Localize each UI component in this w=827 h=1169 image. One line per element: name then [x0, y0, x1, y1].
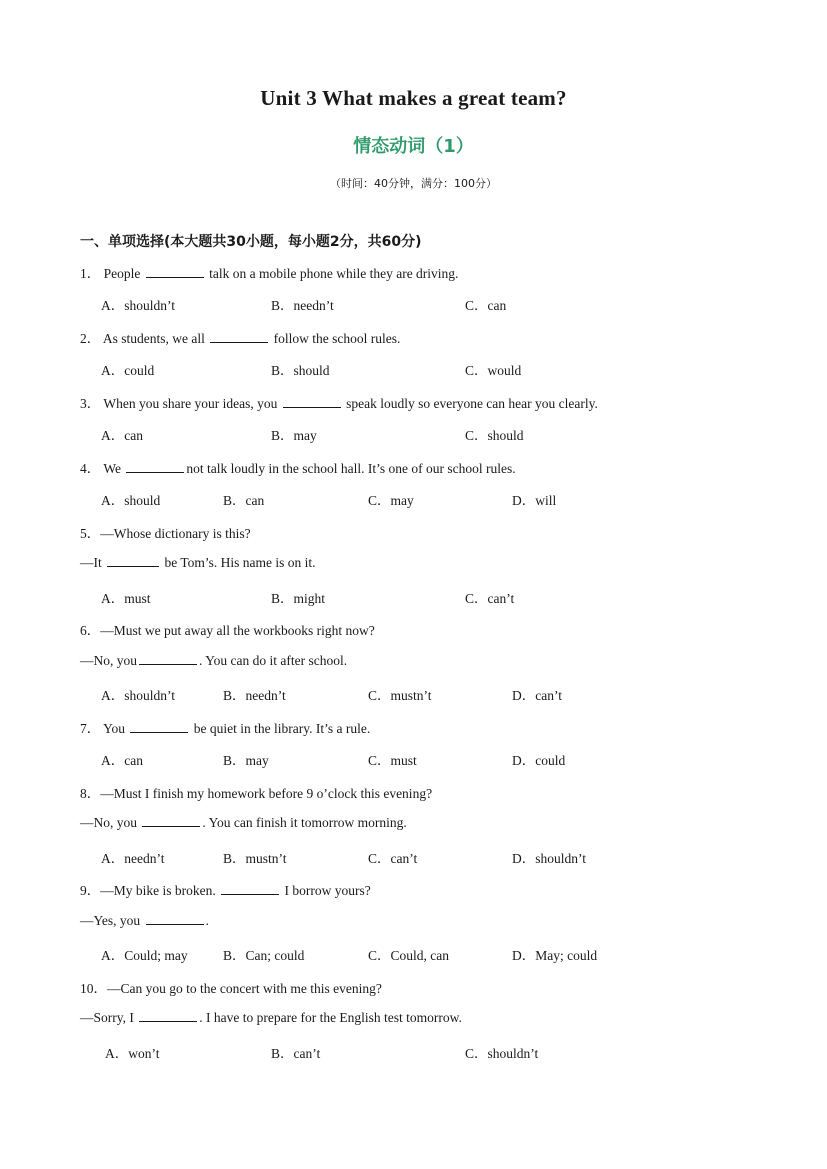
q9-option-a: A．Could; may: [101, 948, 188, 963]
q7-option-a: A．can: [101, 753, 143, 768]
q9-option-c: C．Could, can: [368, 948, 449, 963]
page-subtitle: 情态动词（1）: [353, 136, 474, 157]
q9-option-b: B．Can; could: [223, 948, 305, 963]
q3-option-b: B．may: [271, 428, 317, 443]
question-10-reply: —Sorry, I . I have to prepare for the English test tomorrow.: [80, 1010, 462, 1025]
q8-option-a: A．needn’t: [101, 851, 165, 866]
q4-option-d: D．will: [512, 493, 557, 508]
q6-option-b: B．needn’t: [223, 688, 286, 703]
question-9-reply: —Yes, you .: [80, 913, 209, 928]
question-9: 9．—My bike is broken. I borrow yours?: [80, 883, 371, 898]
q5-option-c: C．can’t: [465, 591, 515, 606]
question-10: 10．—Can you go to the concert with me this evening?: [80, 981, 382, 996]
q9-option-d: D．May; could: [512, 948, 598, 963]
question-5-reply: —It be Tom’s. His name is on it.: [80, 555, 316, 570]
q2-option-c: C．would: [465, 363, 522, 378]
q6-option-a: A．shouldn’t: [101, 688, 176, 703]
question-4: 4． We not talk loudly in the school hall. It’s one of our school rules.: [80, 461, 516, 476]
question-2: 2． As students, we all follow the school rules.: [80, 331, 401, 346]
question-8-reply: —No, you . You can finish it tomorrow morning.: [80, 815, 407, 830]
q6-option-c: C．mustn’t: [368, 688, 432, 703]
q6-option-d: D．can’t: [512, 688, 562, 703]
q10-option-a: A．won’t: [105, 1046, 160, 1061]
section-heading: 一、单项选择(本大题共30小题，每小题2分，共60分): [80, 234, 422, 250]
question-6: 6．—Must we put away all the workbooks right now?: [80, 623, 375, 638]
q4-option-b: B．can: [223, 493, 265, 508]
q1-option-c: C．can: [465, 298, 507, 313]
q7-option-d: D．could: [512, 753, 566, 768]
question-5: 5．—Whose dictionary is this?: [80, 526, 251, 541]
question-8: 8．—Must I finish my homework before 9 o’clock this evening?: [80, 786, 433, 801]
exam-meta: （时间：40分钟，满分：100分）: [330, 177, 497, 190]
q8-option-c: C．can’t: [368, 851, 418, 866]
q2-option-a: A．could: [101, 363, 155, 378]
q3-option-a: A．can: [101, 428, 143, 443]
page-title: Unit 3 What makes a great team?: [260, 86, 567, 110]
q10-option-c: C．shouldn’t: [465, 1046, 539, 1061]
question-3: 3． When you share your ideas, you speak loudly so everyone can hear you clearly.: [80, 396, 598, 411]
q5-option-a: A．must: [101, 591, 151, 606]
q7-option-b: B．may: [223, 753, 269, 768]
question-1: 1． People talk on a mobile phone while they are driving.: [80, 266, 459, 281]
q5-option-b: B．might: [271, 591, 326, 606]
q2-option-b: B．should: [271, 363, 330, 378]
q3-option-c: C．should: [465, 428, 524, 443]
q10-option-b: B．can’t: [271, 1046, 321, 1061]
question-6-reply: —No, you . You can do it after school.: [80, 653, 348, 668]
q1-option-b: B．needn’t: [271, 298, 334, 313]
q8-option-d: D．shouldn’t: [512, 851, 587, 866]
question-7: 7． You be quiet in the library. It’s a rule.: [80, 721, 371, 736]
q4-option-c: C．may: [368, 493, 414, 508]
q7-option-c: C．must: [368, 753, 417, 768]
q4-option-a: A．should: [101, 493, 161, 508]
q1-option-a: A．shouldn’t: [101, 298, 176, 313]
q8-option-b: B．mustn’t: [223, 851, 287, 866]
